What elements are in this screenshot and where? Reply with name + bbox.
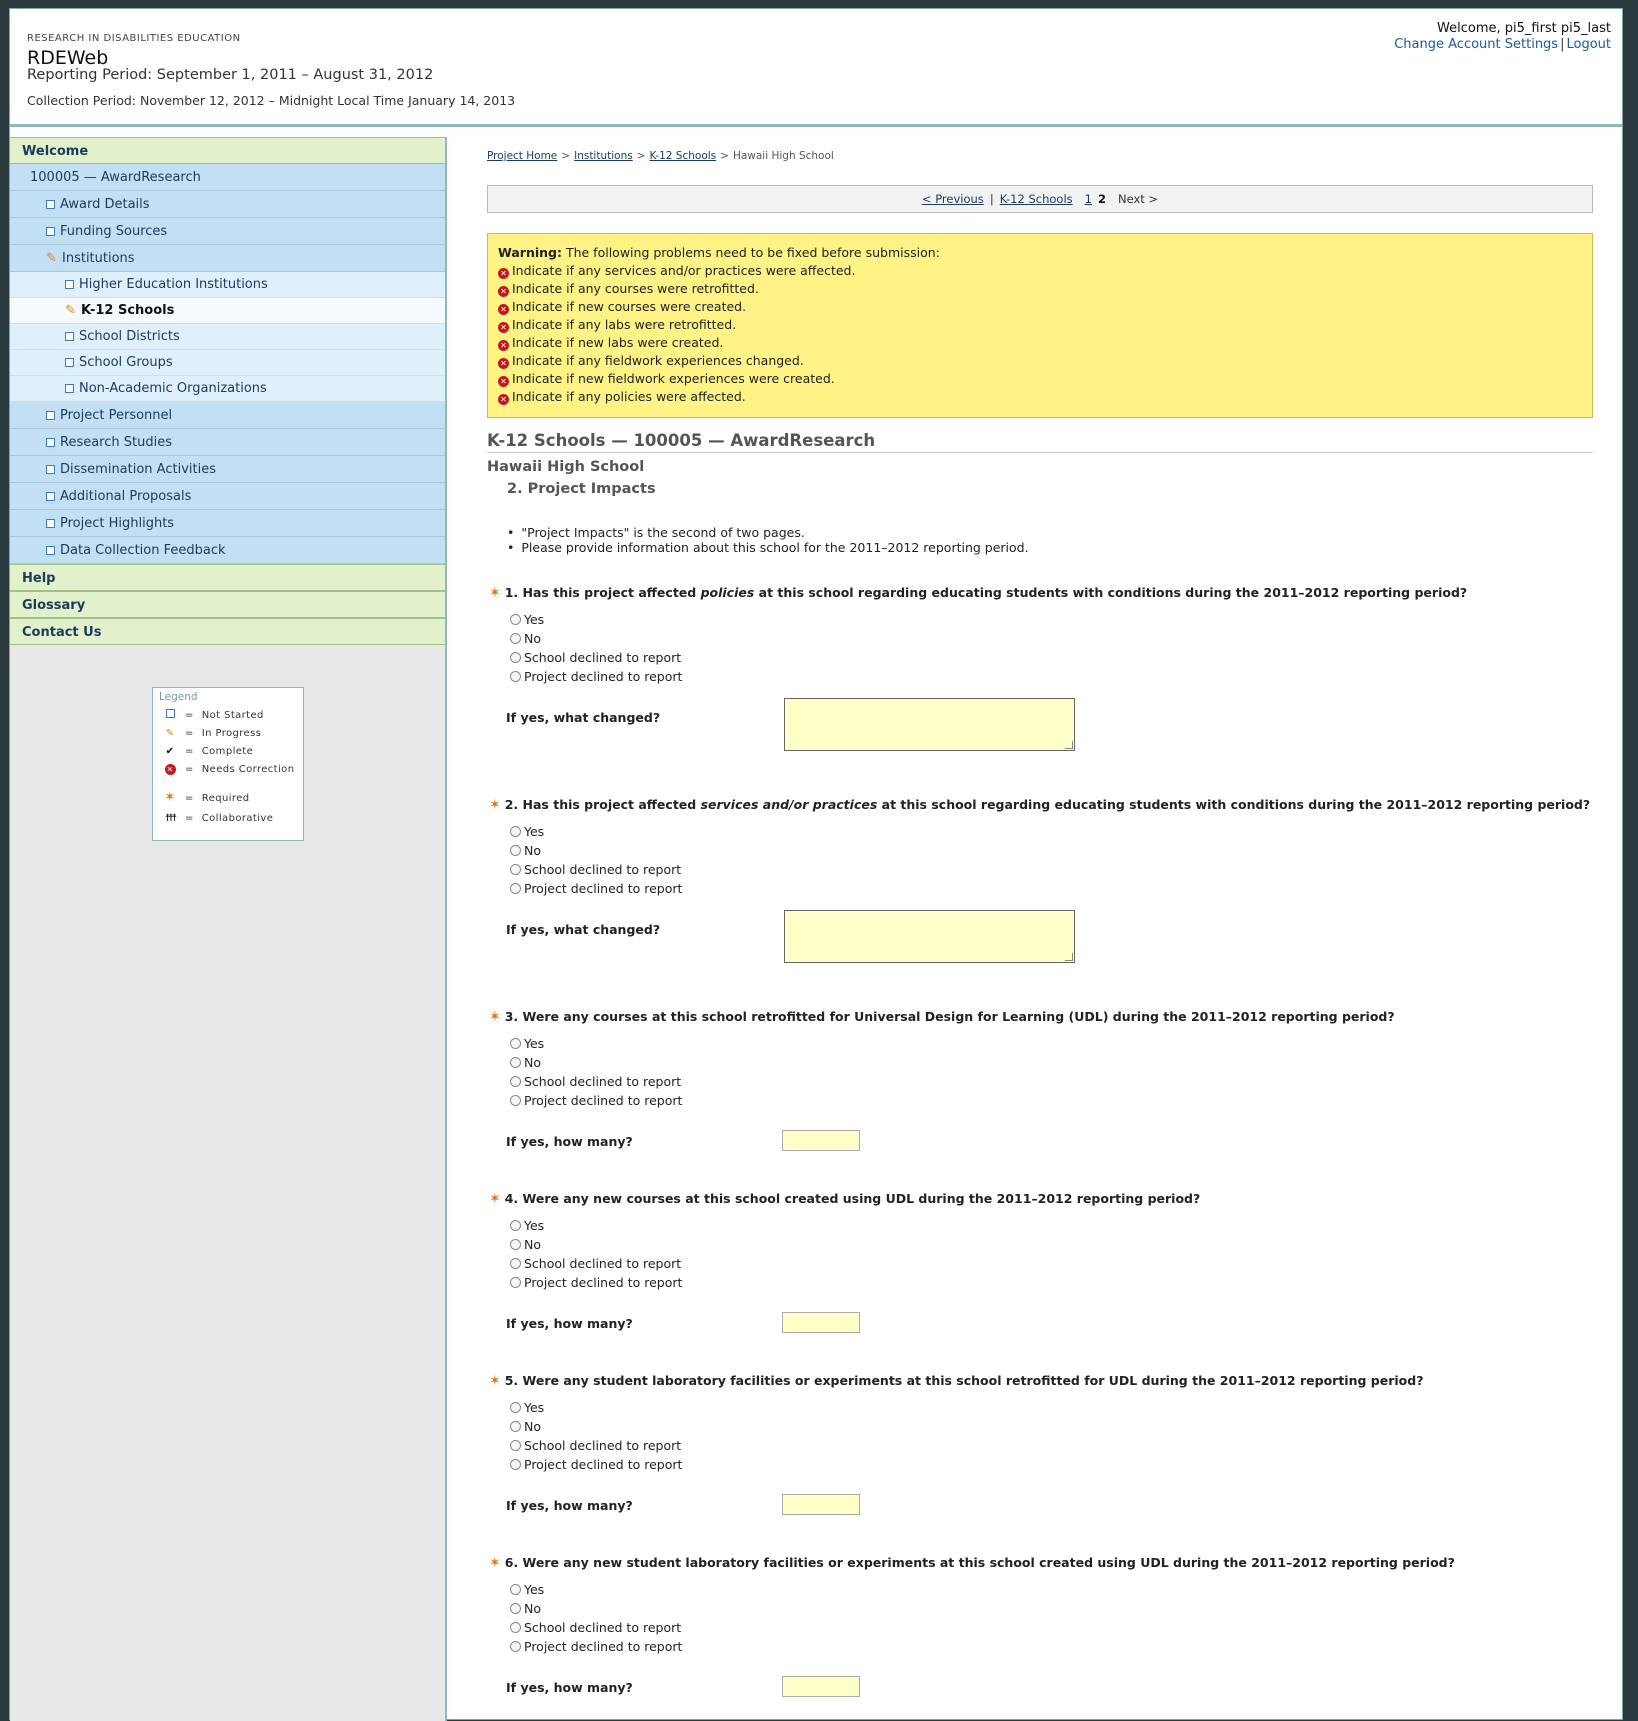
warning-item: ✕ Indicate if new labs were created. (498, 334, 1582, 352)
radio-school-declined[interactable]: School declined to report (510, 860, 682, 879)
not-started-icon (46, 519, 55, 528)
not-started-icon (46, 492, 55, 501)
sidebar-item-school-districts[interactable] (10, 324, 445, 350)
sidebar-item-label: K-12 Schools (81, 303, 175, 318)
radio-yes[interactable]: Yes (510, 1216, 682, 1235)
sidebar-item-research-studies[interactable] (10, 429, 445, 456)
question-3: ✶ 3. Were any courses at this school retrofitted for Universal Design for Learning (UDL) during the 2011–2012 reporting period? Yes No School declined to report Project declined to report If yes, how many? (489, 1009, 1395, 1149)
not-started-icon (65, 384, 74, 393)
radio-group (510, 1580, 682, 1656)
radio-school-declined[interactable]: School declined to report (510, 1436, 682, 1455)
not-started-icon (166, 709, 175, 718)
radio-yes[interactable]: Yes (510, 1398, 682, 1417)
not-started-icon (65, 332, 74, 341)
required-star-icon: ✶ (489, 1009, 501, 1025)
radio-button[interactable] (510, 614, 521, 625)
sidebar-item-school-groups[interactable] (10, 350, 445, 376)
question-4: ✶ 4. Were any new courses at this school created using UDL during the 2011–2012 reporting period? Yes No School declined to report Project declined to report If yes, how many? (489, 1191, 1201, 1331)
sidebar-item-dissemination[interactable] (10, 456, 445, 483)
warning-item: ✕ Indicate if any courses were retrofitted. (498, 280, 1582, 298)
reporting-period: Reporting Period: September 1, 2011 – August 31, 2012 (27, 67, 434, 83)
warning-label: Warning: (498, 245, 562, 260)
radio-yes[interactable]: Yes (510, 822, 682, 841)
radio-school-declined[interactable]: School declined to report (510, 648, 682, 667)
radio-group (510, 1398, 682, 1474)
how-many-input[interactable] (782, 1494, 860, 1515)
radio-project-declined[interactable]: Project declined to report (510, 1455, 682, 1474)
how-many-input[interactable] (782, 1312, 860, 1333)
not-started-icon (46, 465, 55, 474)
radio-button[interactable] (510, 633, 521, 644)
radio-school-declined[interactable]: School declined to report (510, 1072, 682, 1091)
required-star-icon: ✶ (489, 1555, 501, 1571)
radio-no[interactable]: No (510, 1599, 682, 1618)
legend-row-required: ✶ = Required (164, 790, 250, 805)
follow-up-label: If yes, how many? (506, 1134, 633, 1149)
breadcrumb-current: Hawaii High School (732, 150, 834, 162)
next-link[interactable]: Next > (1117, 192, 1159, 206)
radio-project-declined[interactable]: Project declined to report (510, 879, 682, 898)
sidebar-item-feedback[interactable] (10, 537, 445, 564)
follow-up-label: If yes, what changed? (506, 710, 661, 725)
warning-item: ✕ Indicate if any policies were affected. (498, 388, 1582, 406)
pencil-icon: ✎ (165, 728, 175, 739)
radio-button[interactable] (510, 652, 521, 663)
radio-project-declined[interactable]: Project declined to report (510, 1273, 682, 1292)
question-5: ✶ 5. Were any student laboratory facilities or experiments at this school retrofitted for UDL during the 2011–2012 reporting period? Yes No School declined to report Project declined to report If yes, how many? (489, 1373, 1424, 1513)
error-icon: ✕ (498, 268, 509, 279)
radio-no[interactable]: No (510, 629, 682, 648)
sidebar-item-label: Award Details (60, 197, 150, 212)
radio-group (510, 822, 682, 898)
radio-button[interactable] (510, 1402, 521, 1413)
sidebar-item-label: Higher Education Institutions (79, 277, 268, 292)
error-icon: ✕ (498, 322, 509, 333)
checkmark-icon: ✔ (165, 746, 175, 757)
sidebar-item-label: School Groups (79, 355, 173, 370)
warning-text: The following problems need to be fixed before submission: (561, 245, 940, 260)
question-1: ✶ 1. Has this project affected policies at this school regarding educating students with conditions during the 2011–2012 reporting period? Yes No School declined to report Project declined to report If yes, what changed? (489, 585, 1599, 601)
collection-period: Collection Period: November 12, 2012 – Midnight Local Time January 14, 2013 (27, 93, 516, 108)
sidebar-item-label: Dissemination Activities (60, 462, 216, 477)
radio-button[interactable] (510, 1641, 521, 1652)
radio-no[interactable]: No (510, 1053, 682, 1072)
app-title: RDEWeb (27, 47, 109, 69)
radio-button[interactable] (510, 1277, 521, 1288)
legend-row-in-progress: ✎ = In Progress (163, 727, 261, 741)
radio-button[interactable] (510, 1603, 521, 1614)
radio-no[interactable]: No (510, 1417, 682, 1436)
warning-box (487, 233, 1593, 418)
radio-school-declined[interactable]: School declined to report (510, 1254, 682, 1273)
sidebar-item-award-details[interactable] (10, 191, 445, 218)
breadcrumb-institutions[interactable]: Institutions (574, 150, 633, 162)
radio-button[interactable] (510, 826, 521, 837)
sidebar-item-welcome[interactable]: Welcome (10, 137, 445, 164)
sidebar-item-label: Project Personnel (60, 408, 173, 423)
question-6: ✶ 6. Were any new student laboratory facilities or experiments at this school created using UDL during the 2011–2012 reporting period? Yes No School declined to report Project declined to report If yes, how many? (489, 1555, 1455, 1695)
sidebar (10, 137, 447, 1721)
breadcrumb-k12[interactable]: K-12 Schools (649, 150, 717, 162)
radio-button[interactable] (510, 1440, 521, 1451)
radio-group (510, 1216, 682, 1292)
sidebar-item-help[interactable]: Help (10, 564, 445, 591)
radio-button[interactable] (510, 883, 521, 894)
breadcrumb-project-home[interactable]: Project Home (487, 150, 558, 162)
radio-button[interactable] (510, 1057, 521, 1068)
follow-up-label: If yes, how many? (506, 1680, 633, 1695)
change-account-settings-link[interactable]: Change Account Settings (1394, 37, 1559, 52)
pager-k12-link[interactable]: K-12 Schools (999, 192, 1073, 206)
error-icon: ✕ (498, 304, 509, 315)
not-started-icon (65, 358, 74, 367)
radio-no[interactable]: No (510, 841, 682, 860)
not-started-icon (46, 438, 55, 447)
follow-up-label: If yes, how many? (506, 1316, 633, 1331)
sidebar-item-contact[interactable]: Contact Us (10, 618, 445, 645)
legend-row-not-started: = Not Started (163, 709, 264, 723)
sidebar-item-k12-schools[interactable] (10, 298, 445, 324)
legend-title: Legend (159, 691, 198, 703)
sidebar-item-label: Additional Proposals (60, 489, 192, 504)
radio-button[interactable] (510, 1421, 521, 1432)
error-icon: ✕ (498, 376, 509, 387)
org-name: RESEARCH IN DISABILITIES EDUCATION (27, 33, 241, 44)
what-changed-textarea[interactable] (784, 910, 1075, 963)
required-star-icon: ✶ (489, 1373, 501, 1389)
sidebar-item-label: Funding Sources (60, 224, 168, 239)
sidebar-item-higher-ed[interactable] (10, 272, 445, 298)
not-started-icon (46, 411, 55, 420)
what-changed-textarea[interactable] (784, 698, 1075, 751)
radio-project-declined[interactable]: Project declined to report (510, 1091, 682, 1110)
legend-row-complete: ✔ = Complete (163, 745, 253, 759)
previous-link[interactable]: < Previous (921, 192, 984, 206)
app-frame (9, 8, 1623, 1720)
radio-project-declined[interactable]: Project declined to report (510, 1637, 682, 1656)
sidebar-item-funding-sources[interactable] (10, 218, 445, 245)
legend-row-needs-correction: ✕ = Needs Correction (166, 764, 295, 775)
warning-item: ✕ Indicate if new courses were created. (498, 298, 1582, 316)
breadcrumb: Project Home > Institutions > K-12 Schools > Hawaii High School (487, 150, 834, 162)
question-2: ✶ 2. Has this project affected services and/or practices at this school regarding educating students with conditions during the 2011–2012 reporting period? Yes No School declined to report Project declined to report If yes, what changed? (489, 797, 1599, 813)
radio-button[interactable] (510, 1220, 521, 1231)
legend-row-collaborative: ☨☨☨ = Collaborative (164, 813, 274, 824)
not-started-icon (65, 280, 74, 289)
page-2-current: 2 (1097, 192, 1106, 206)
sidebar-item-label: Non-Academic Organizations (79, 381, 267, 396)
required-star-icon: ✶ (489, 585, 501, 601)
legend (152, 687, 304, 841)
logout-link[interactable]: Logout (1566, 37, 1611, 52)
not-started-icon (46, 546, 55, 555)
warning-item: ✕ Indicate if new fieldwork experiences were created. (498, 370, 1582, 388)
how-many-input[interactable] (782, 1130, 860, 1151)
sidebar-item-label: Data Collection Feedback (60, 543, 226, 558)
sidebar-item-label: Research Studies (60, 435, 172, 450)
intro-list (507, 525, 1029, 555)
sidebar-item-glossary[interactable]: Glossary (10, 591, 445, 618)
radio-school-declined[interactable]: School declined to report (510, 1618, 682, 1637)
radio-yes[interactable]: Yes (510, 1034, 682, 1053)
sidebar-item-label: School Districts (79, 329, 180, 344)
list-item: • Please provide information about this school for the 2011–2012 reporting period. (507, 540, 1029, 555)
radio-button[interactable] (510, 864, 521, 875)
section-title: 2. Project Impacts (507, 481, 656, 497)
error-icon: ✕ (498, 340, 509, 351)
radio-button[interactable] (510, 1584, 521, 1595)
radio-button[interactable] (510, 1095, 521, 1106)
sidebar-item-institutions[interactable] (10, 245, 445, 272)
welcome-user: Welcome, pi5_first pi5_last (1437, 21, 1611, 36)
sidebar-item-non-academic[interactable] (10, 376, 445, 402)
account-separator: | (1560, 37, 1565, 52)
error-icon: ✕ (498, 394, 509, 405)
radio-button[interactable] (510, 1076, 521, 1087)
sidebar-item-project-highlights[interactable] (10, 510, 445, 537)
radio-button[interactable] (510, 1459, 521, 1470)
sidebar-item-project-personnel[interactable] (10, 402, 445, 429)
warning-item: ✕ Indicate if any fieldwork experiences changed. (498, 352, 1582, 370)
radio-no[interactable]: No (510, 1235, 682, 1254)
pencil-icon: ✎ (65, 303, 76, 318)
radio-group (510, 1034, 682, 1110)
page-header (10, 9, 1622, 127)
sidebar-item-additional-proposals[interactable] (10, 483, 445, 510)
account-links (1394, 37, 1611, 52)
radio-project-declined[interactable]: Project declined to report (510, 667, 682, 686)
error-icon: ✕ (498, 286, 509, 297)
pager: < Previous | K-12 Schools 1 2 Next > (487, 185, 1593, 213)
page-title: K-12 Schools — 100005 — AwardResearch (487, 431, 1593, 453)
required-star-icon: ✶ (489, 1191, 501, 1207)
radio-yes[interactable]: Yes (510, 610, 682, 629)
radio-button[interactable] (510, 671, 521, 682)
radio-group (510, 610, 682, 686)
school-name: Hawaii High School (487, 459, 645, 475)
error-icon: ✕ (166, 765, 174, 774)
radio-yes[interactable]: Yes (510, 1580, 682, 1599)
radio-button[interactable] (510, 845, 521, 856)
radio-button[interactable] (510, 1038, 521, 1049)
required-star-icon: ✶ (164, 790, 176, 805)
follow-up-label: If yes, what changed? (506, 922, 661, 937)
follow-up-label: If yes, how many? (506, 1498, 633, 1513)
error-icon: ✕ (498, 358, 509, 369)
warning-item: ✕ Indicate if any labs were retrofitted. (498, 316, 1582, 334)
sidebar-item-award[interactable]: 100005 — AwardResearch (10, 164, 445, 191)
radio-button[interactable] (510, 1258, 521, 1269)
radio-button[interactable] (510, 1239, 521, 1250)
required-star-icon: ✶ (489, 797, 501, 813)
warning-item: ✕ Indicate if any services and/or practices were affected. (498, 262, 1582, 280)
how-many-input[interactable] (782, 1676, 860, 1697)
not-started-icon (46, 200, 55, 209)
sidebar-item-label: Institutions (62, 251, 135, 266)
sidebar-item-label: Project Highlights (60, 516, 175, 531)
not-started-icon (46, 227, 55, 236)
page-1-link[interactable]: 1 (1084, 192, 1092, 206)
radio-button[interactable] (510, 1622, 521, 1633)
list-item: • "Project Impacts" is the second of two pages. (507, 525, 1029, 540)
collaborative-icon: ☨☨☨ (164, 813, 176, 824)
pencil-icon: ✎ (46, 251, 57, 266)
